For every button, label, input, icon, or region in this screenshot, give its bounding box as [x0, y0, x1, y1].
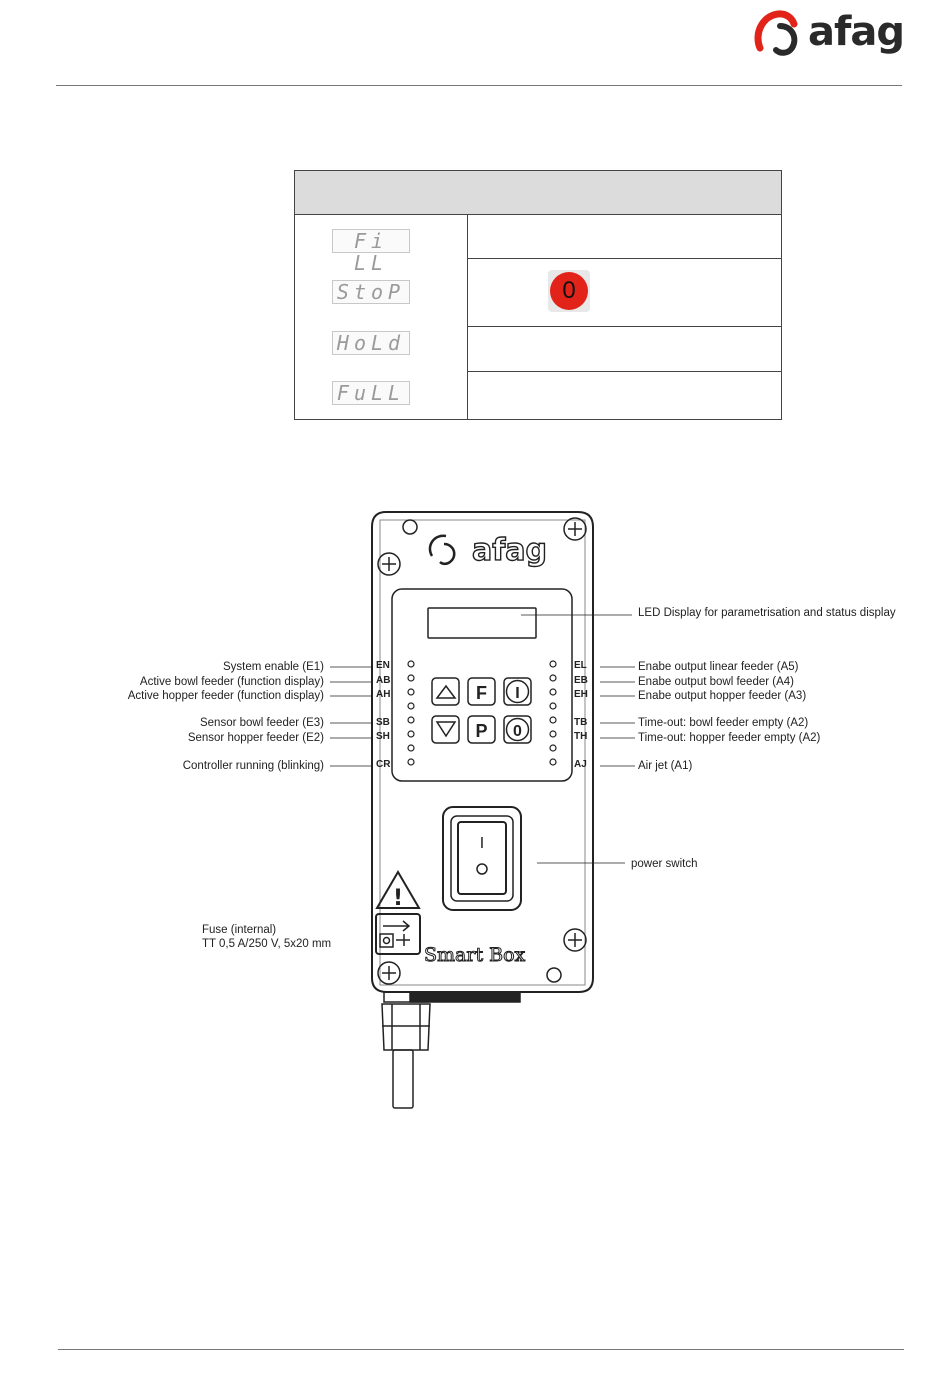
- table-header: [295, 171, 781, 215]
- lcd-full: FuLL: [332, 381, 410, 405]
- key-p-label: P: [475, 721, 488, 741]
- label-linear-output: Enabe output linear feeder (A5): [638, 661, 799, 673]
- label-air-jet: Air jet (A1): [638, 760, 693, 772]
- led-code-ab: AB: [376, 675, 391, 686]
- stop-key-label: 0: [562, 277, 576, 304]
- footer-rule: [58, 1349, 904, 1350]
- led-code-ah: AH: [376, 689, 391, 700]
- brand-logo-text: afag: [808, 9, 905, 55]
- led-code-el: EL: [574, 660, 587, 671]
- label-system-enable: System enable (E1): [223, 661, 324, 673]
- lcd-fill: Fi LL: [332, 229, 410, 253]
- label-power-switch: power switch: [631, 858, 698, 870]
- header-rule: [56, 85, 902, 86]
- device-product-name: Smart Box: [424, 944, 526, 966]
- column-divider: [467, 215, 468, 420]
- label-hopper-output: Enabe output hopper feeder (A3): [638, 690, 807, 702]
- label-sensor-bowl: Sensor bowl feeder (E3): [199, 717, 324, 729]
- label-sensor-hopper: Sensor hopper feeder (E2): [187, 732, 324, 744]
- label-led-display: LED Display for parametrisation and status display: [638, 607, 896, 619]
- led-code-tb: TB: [574, 717, 588, 728]
- label-active-hopper: Active hopper feeder (function display): [127, 690, 324, 702]
- led-code-aj: AJ: [574, 759, 587, 770]
- label-fuse-title: Fuse (internal): [202, 924, 277, 936]
- warning-icon: !: [392, 886, 404, 911]
- led-code-cr: CR: [376, 759, 391, 770]
- label-fuse-rating: TT 0,5 A/250 V, 5x20 mm: [202, 938, 332, 950]
- row-divider: [468, 326, 781, 327]
- key-f-label: F: [476, 683, 487, 703]
- label-timeout-hopper: Time-out: hopper feeder empty (A2): [638, 732, 821, 744]
- key-on-label: I: [515, 685, 520, 702]
- lcd-hold: HoLd: [332, 331, 410, 355]
- lcd-stop: StoP: [332, 280, 410, 304]
- led-code-eb: EB: [574, 675, 588, 686]
- status-display-table: [294, 170, 782, 420]
- label-controller-running: Controller running (blinking): [182, 760, 324, 772]
- switch-on-mark: I: [479, 835, 485, 852]
- label-timeout-bowl: Time-out: bowl feeder empty (A2): [638, 717, 809, 729]
- key-off-label: 0: [513, 723, 522, 740]
- device-brand: afag: [472, 533, 548, 568]
- led-code-en: EN: [376, 660, 390, 671]
- label-active-bowl: Active bowl feeder (function display): [139, 676, 324, 688]
- led-code-th: TH: [574, 731, 588, 742]
- label-bowl-output: Enabe output bowl feeder (A4): [638, 676, 794, 688]
- led-code-sh: SH: [376, 731, 390, 742]
- led-code-eh: EH: [574, 689, 588, 700]
- smart-box-diagram: [0, 490, 950, 1130]
- led-code-sb: SB: [376, 717, 390, 728]
- row-divider: [468, 258, 781, 259]
- row-divider: [468, 371, 781, 372]
